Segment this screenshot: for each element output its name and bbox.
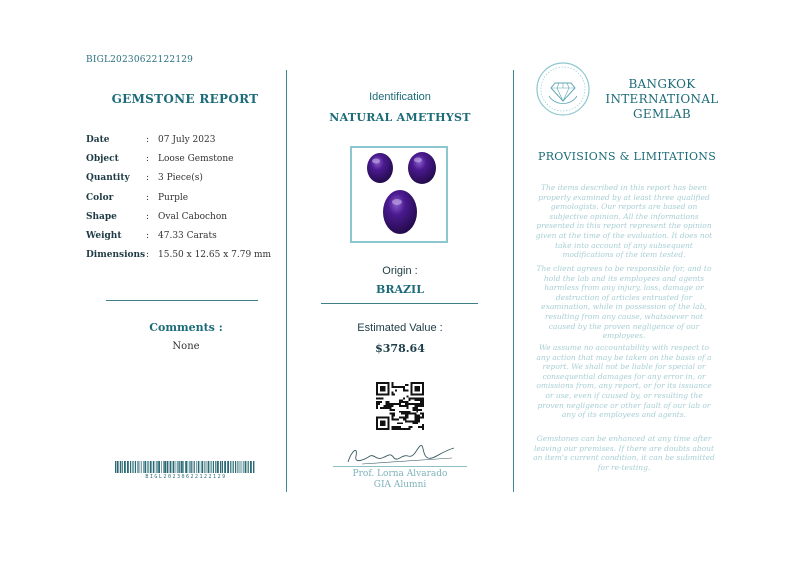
lab-name-line: BANGKOK: [628, 77, 696, 91]
detail-separator: :: [146, 192, 150, 203]
detail-separator: :: [146, 250, 150, 261]
detail-value: Oval Cabochon: [158, 211, 228, 222]
detail-label: Shape: [86, 211, 117, 222]
details-list: [86, 130, 271, 265]
detail-row-shape: [86, 207, 271, 226]
detail-label: Quantity: [86, 173, 130, 184]
detail-value: 47.33 Carats: [158, 231, 217, 242]
section-divider: [106, 300, 258, 301]
identification-value: NATURAL AMETHYST: [329, 111, 471, 124]
detail-separator: :: [146, 153, 150, 164]
detail-value: Purple: [158, 192, 189, 203]
provisions-paragraph: We assume no accountability with respect to any action that may be taken on the basis of a report. We shall not be liable for special or consequential damages for any error in, or omissions from, any report, or for its issuance or use, even if caused by, or resulting the proven negligence or other fault of our lab or any of its employees and agents.: [536, 343, 712, 420]
column-divider-left: [286, 70, 287, 492]
comments-value: None: [172, 341, 200, 352]
provisions-paragraph: The items described in this report has been properly examined by at least three qualified gemologists. Our reports are based on subjective opinion. All the informations presented in this report represent the opinion given at the time of the evaluation. It does not take into account of any subsequent modifications of the item tested.: [535, 183, 713, 260]
estimated-value: $378.64: [375, 342, 425, 355]
lab-name-line: GEMLAB: [633, 107, 691, 121]
detail-value: 15.50 x 12.65 x 7.79 mm: [158, 250, 272, 261]
detail-row-object: [86, 149, 271, 168]
detail-value: 3 Piece(s): [158, 173, 203, 184]
detail-row-color: [86, 188, 271, 207]
signature-line: [333, 466, 467, 467]
origin-value: BRAZIL: [376, 283, 424, 296]
detail-label: Weight: [86, 231, 122, 242]
barcode-icon: [115, 461, 255, 473]
lab-name-line: INTERNATIONAL: [605, 92, 719, 106]
report-title: GEMSTONE REPORT: [111, 92, 259, 106]
gemstone-photo: [350, 146, 448, 243]
provisions-title: PROVISIONS & LIMITATIONS: [538, 150, 717, 163]
detail-row-quantity: [86, 169, 271, 188]
detail-label: Object: [86, 153, 119, 164]
signatory-title: GIA Alumni: [373, 480, 427, 490]
report-id: BIGL20230622122129: [86, 55, 194, 65]
detail-separator: :: [146, 231, 150, 242]
provisions-paragraph: The client agrees to be responsible for, and to hold the lab and its employees and agents harmless from any injury, loss, damage or destruction of articles entrusted for examination, while in possession of the lab, resulting from any cause, whatsoever not caused by the proven negligence of our employees.: [536, 264, 712, 341]
lab-name: [602, 77, 722, 122]
qr-code-icon: [376, 382, 424, 430]
detail-row-date: [86, 130, 271, 149]
comments-label: Comments :: [149, 321, 223, 334]
lab-logo-icon: [535, 61, 591, 117]
origin-label: Origin :: [382, 265, 418, 277]
detail-row-weight: [86, 226, 271, 245]
barcode-text: BIGL20230622122129: [145, 474, 227, 480]
detail-separator: :: [146, 211, 150, 222]
column-divider-right: [513, 70, 514, 492]
section-divider: [321, 303, 478, 304]
estimated-value-label: Estimated Value :: [357, 322, 443, 334]
detail-separator: :: [146, 173, 150, 184]
identification-label: Identification: [369, 91, 431, 103]
signature-icon: [342, 440, 460, 468]
detail-label: Color: [86, 192, 114, 203]
provisions-paragraph: Gemstones can be enhanced at any time after leaving our premises. If there are doubts about an item's current condition, it can be submitted for re-testing.: [533, 434, 715, 472]
signatory-name: Prof. Lorna Alvarado: [352, 469, 448, 479]
detail-label: Date: [86, 134, 110, 145]
detail-label: Dimensions: [86, 250, 146, 261]
detail-value: 07 July 2023: [158, 134, 216, 145]
detail-separator: :: [146, 134, 150, 145]
detail-row-dimensions: [86, 246, 271, 265]
detail-value: Loose Gemstone: [158, 153, 234, 164]
amethyst-stones-icon: [352, 148, 446, 241]
